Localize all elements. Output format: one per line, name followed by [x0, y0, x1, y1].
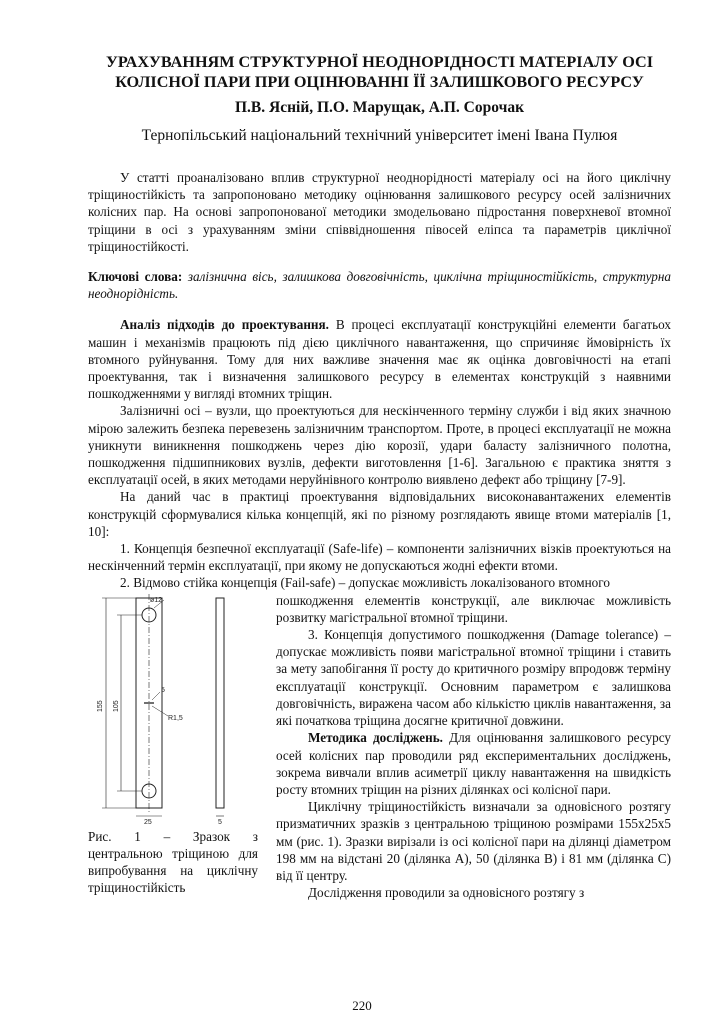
paragraph-analysis [88, 316, 671, 402]
dim-notch-label: 5 [161, 686, 165, 694]
specimen-side-view [216, 598, 224, 808]
keywords-label: Ключові слова: [88, 269, 183, 285]
dim-width-label: 25 [144, 818, 152, 824]
paper-page [88, 52, 671, 928]
dim-155-label: 155 [97, 699, 104, 712]
paragraph-concepts: На даний час в практиці проектування відповідальних високонавантажених елементів конструкцій сформувалися кілька концепцій, які по різному розглядають явище втоми матеріалів [1, 10]: [88, 489, 671, 539]
keywords-text: залізнична вісь, залишкова довговічність, циклічна тріщиностійкість, структурна неоднорідність. [88, 269, 671, 302]
dim-radius-label: R1,5 [168, 714, 183, 722]
dim-hole-label: ø12 [150, 596, 163, 604]
abstract: У статті проаналізовано вплив структурної неоднорідності матеріалу осі на його циклічну тріщиностійкість та запропоновано методику оцінювання залишкового ресурсу осей залізничних колісних пар. На основі запропонованої методики змодельовано підростання поверхневої втомної тріщини в осі з урахуванням зміни співвідношення півосей еліпса та параметрів циклічної тріщиностійкості. [88, 170, 671, 254]
figure-block [88, 592, 671, 928]
paragraph-specimens: Циклічну тріщиностійкість визначали за одновісного розтягу призматичних зразків з центральною тріщиною розмірами 155х25х5 мм (рис. 1). Зразки вирізали із осі колісної пари на ділянці діаметром 198 мм на відстані 20 (ділянка А), 50 (ділянка В) і 81 мм (ділянка С) від її центру. [276, 799, 671, 883]
paragraph-methods [276, 729, 671, 798]
specimen-drawing [88, 592, 266, 824]
figure-1 [88, 592, 266, 897]
paragraph-axles: Залізничні осі – вузли, що проектуються для нескінченного терміну служби і від яких значною мірою залежить безпека перевезень залізничним транспортом. Проте, в процесі експлуатації не можна уникнути виникнення пошкоджень через дію корозії, удари баласту залізничного полотна, пошкодження підшипникових вузлів, дефекти виготовлення [1-6]. Загальною є практика зняття з експлуатації осей, в яких методами неруйнівного контролю виявлено дефект або тріщину [7-9]. [88, 403, 671, 488]
paragraph-damage-tolerance: 3. Концепція допустимого пошкодження (Damage tolerance) – допускає можливість появи магістральної втомної тріщини і ставить за мету запобігання її росту до критичного розміру впродовж терміну експлуатації конструкції. Основним параметром є залишкова довговічність, виражена часом або кількістю циклів навантаження, за які початкова тріщина досягне критичної довжини. [276, 627, 671, 729]
authors: П.В. Ясній, П.О. Марущак, А.П. Сорочак [234, 99, 525, 116]
right-column [276, 592, 671, 902]
methods-text: Для оцінювання залишкового ресурсу осей колісних пар проводили ряд експериментальних досліджень, зокрема вивчали вплив асиметрії циклу навантаження на швидкість росту втомних тріщин на різних ділянках осі колісної пари. [276, 730, 671, 797]
paragraph-testing: Дослідження проводили за одновісного розтягу з [308, 885, 585, 901]
analysis-heading: Аналіз підходів до проектування. [120, 317, 329, 333]
dim-105-label: 105 [113, 699, 120, 712]
paragraph-fail-safe-start: 2. Відмово стійка концепція (Fail-safe) – допускає можливість локалізованого втомного [120, 575, 610, 591]
paragraph-fail-safe-rest: пошкодження елементів конструкції, але виключає можливість розвитку магістральної втомної тріщини. [276, 592, 671, 625]
dim-thickness-label: 5 [218, 818, 222, 824]
methods-heading: Методика досліджень. [308, 730, 443, 746]
page-number: 220 [352, 998, 372, 1013]
figure-caption: Рис. 1 – Зразок з центральною тріщиною для випробування на циклічну тріщиностійкість [88, 828, 258, 896]
analysis-text: В процесі експлуатації конструкційні елементи багатьох машин і механізмів працюють під дією циклічного навантаження, що спричиняє ймовірність їх втомного руйнування. Тому для них важливе значення має як оцінка довговічності на етапі проектування, так і визначення залишкового ресурсу в елементах конструкцій з наявними пошкодженнями у вигляді втомних тріщин. [88, 317, 671, 402]
keywords [88, 268, 671, 302]
affiliation: Тернопільський національний технічний університет імені Івана Пулюя [141, 127, 618, 144]
paper-title: УРАХУВАННЯМ СТРУКТУРНОЇ НЕОДНОРІДНОСТІ МАТЕРІАЛУ ОСІ КОЛІСНОЇ ПАРИ ПРИ ОЦІНЮВАННІ ЇЇ ЗАЛИШКОВОГО РЕСУРСУ [105, 53, 654, 91]
paragraph-safe-life: 1. Концепція безпечної експлуатації (Safe-life) – компоненти залізничних візків проектуються на нескінченний термін експлуатації, при якому не допускаються жодні ефекти втоми. [88, 541, 671, 574]
